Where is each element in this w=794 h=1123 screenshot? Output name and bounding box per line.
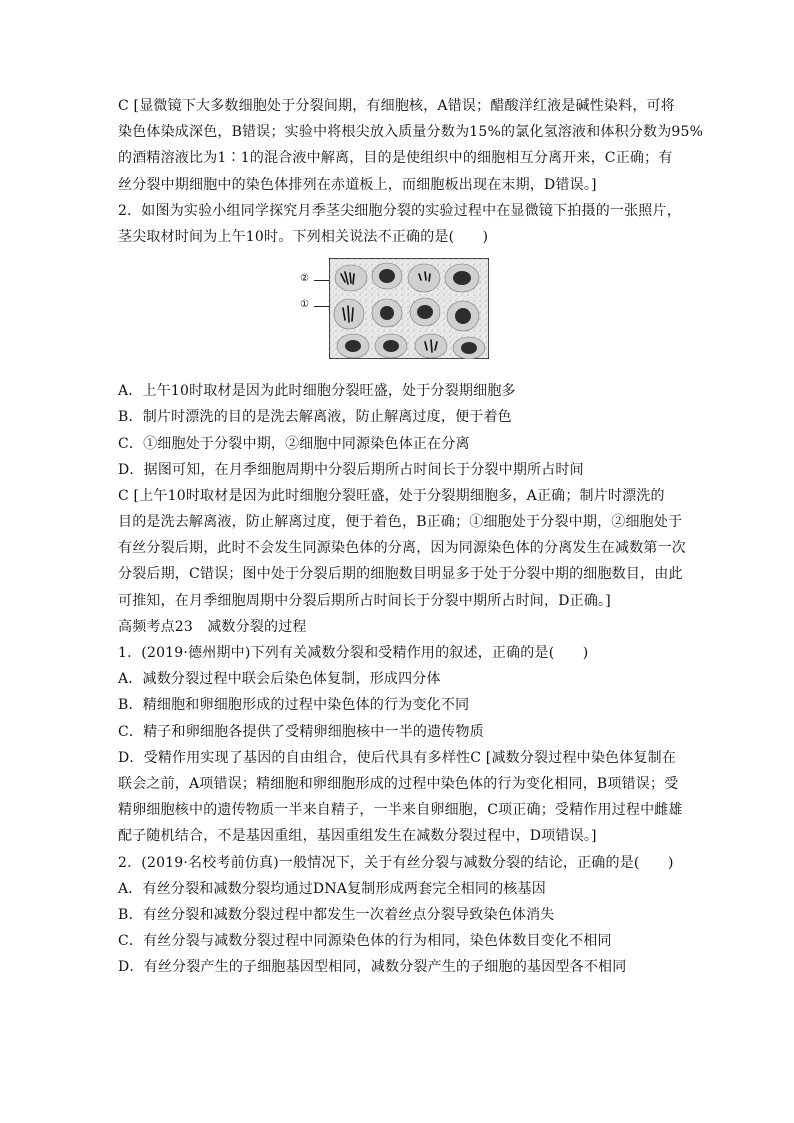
text-line: B．制片时漂洗的目的是洗去解离液，防止解离过度，便于着色 <box>118 409 512 426</box>
text-line: C．①细胞处于分裂中期，②细胞中同源染色体正在分离 <box>118 435 470 452</box>
section-heading: 高频考点23 减数分裂的过程 <box>118 618 307 635</box>
text-line: A．减数分裂过程中联会后染色体复制，形成四分体 <box>118 671 441 688</box>
text-line: 的酒精溶液比为1∶1的混合液中解离，目的是使组织中的细胞相互分离开来，C正确；有 <box>118 150 673 167</box>
text-line: B．精细胞和卵细胞形成的过程中染色体的行为变化不同 <box>118 697 470 714</box>
text-line: D．受精作用实现了基因的自由组合，使后代具有多样性C [减数分裂过程中染色体复制在 <box>118 749 677 766</box>
text-line: 配子随机结合，不是基因重组，基因重组发生在减数分裂过程中，D项错误。] <box>118 828 597 845</box>
document-page <box>118 93 704 980</box>
text-line: 分裂后期，C错误；图中处于分裂后期的细胞数目明显多于处于分裂中期的细胞数目，由此 <box>118 566 683 583</box>
text-line: C [显微镜下大多数细胞处于分裂间期，有细胞核，A错误；醋酸洋红液是碱性染料，可将 <box>118 98 675 114</box>
figure-marker-2: ② <box>300 273 309 285</box>
text-line: A．上午10时取材是因为此时细胞分裂旺盛，处于分裂期细胞多 <box>118 383 516 400</box>
micrograph-image <box>329 258 489 359</box>
text-line: B．有丝分裂和减数分裂过程中都发生一次着丝点分裂导致染色体消失 <box>118 906 555 923</box>
figure-marker-1: ① <box>300 299 309 311</box>
text-line: C [上午10时取材是因为此时细胞分裂旺盛，处于分裂期细胞多，A正确；制片时漂洗的 <box>118 487 665 504</box>
text-line: 2．如图为实验小组同学探究月季茎尖细胞分裂的实验过程中在显微镜下拍摄的一张照片， <box>118 202 681 219</box>
text-line: C．有丝分裂与减数分裂过程中同源染色体的行为相同，染色体数目变化不相同 <box>118 933 612 950</box>
text-line: 2．(2019·名校考前仿真)一般情况下，关于有丝分裂与减数分裂的结论，正确的是( ) <box>118 854 674 871</box>
text-line: 茎尖取材时间为上午10时。下列相关说法不正确的是( ) <box>118 228 489 245</box>
text-line: 联会之前，A项错误；精细胞和卵细胞形成的过程中染色体的行为变化相同，B项错误；受 <box>118 775 679 792</box>
text-line: 染色体染成深色，B错误；实验中将根尖放入质量分数为15%的氯化氢溶液和体积分数为95% <box>118 124 704 141</box>
text-line: C．精子和卵细胞各提供了受精卵细胞核中一半的遗传物质 <box>118 723 484 740</box>
text-line: 有丝分裂后期，此时不会发生同源染色体的分离，因为同源染色体的分离发生在减数第一次 <box>118 540 686 557</box>
text-line: 精卵细胞核中的遗传物质一半来自精子，一半来自卵细胞，C项正确；受精作用过程中雌雄 <box>118 802 683 819</box>
text-line: A．有丝分裂和减数分裂均通过DNA复制形成两套完全相同的核基因 <box>118 880 546 897</box>
text-line: 1．(2019·德州期中)下列有关减数分裂和受精作用的叙述，正确的是( ) <box>118 645 589 661</box>
text-line: 可推知，在月季细胞周期中分裂后期所占时间长于分裂中期所占时间，D正确。] <box>118 592 611 609</box>
text-line: 丝分裂中期细胞中的染色体排列在赤道板上，而细胞板出现在末期，D错误。] <box>118 176 597 193</box>
text-line: D．据图可知，在月季细胞周期中分裂后期所占时间长于分裂中期所占时间 <box>118 461 584 478</box>
text-line: D．有丝分裂产生的子细胞基因型相同，减数分裂产生的子细胞的基因型各不相同 <box>118 959 627 976</box>
text-line: 目的是洗去解离液，防止解离过度，便于着色，B正确；①细胞处于分裂中期，②细胞处于 <box>118 514 683 531</box>
figure <box>118 254 678 374</box>
